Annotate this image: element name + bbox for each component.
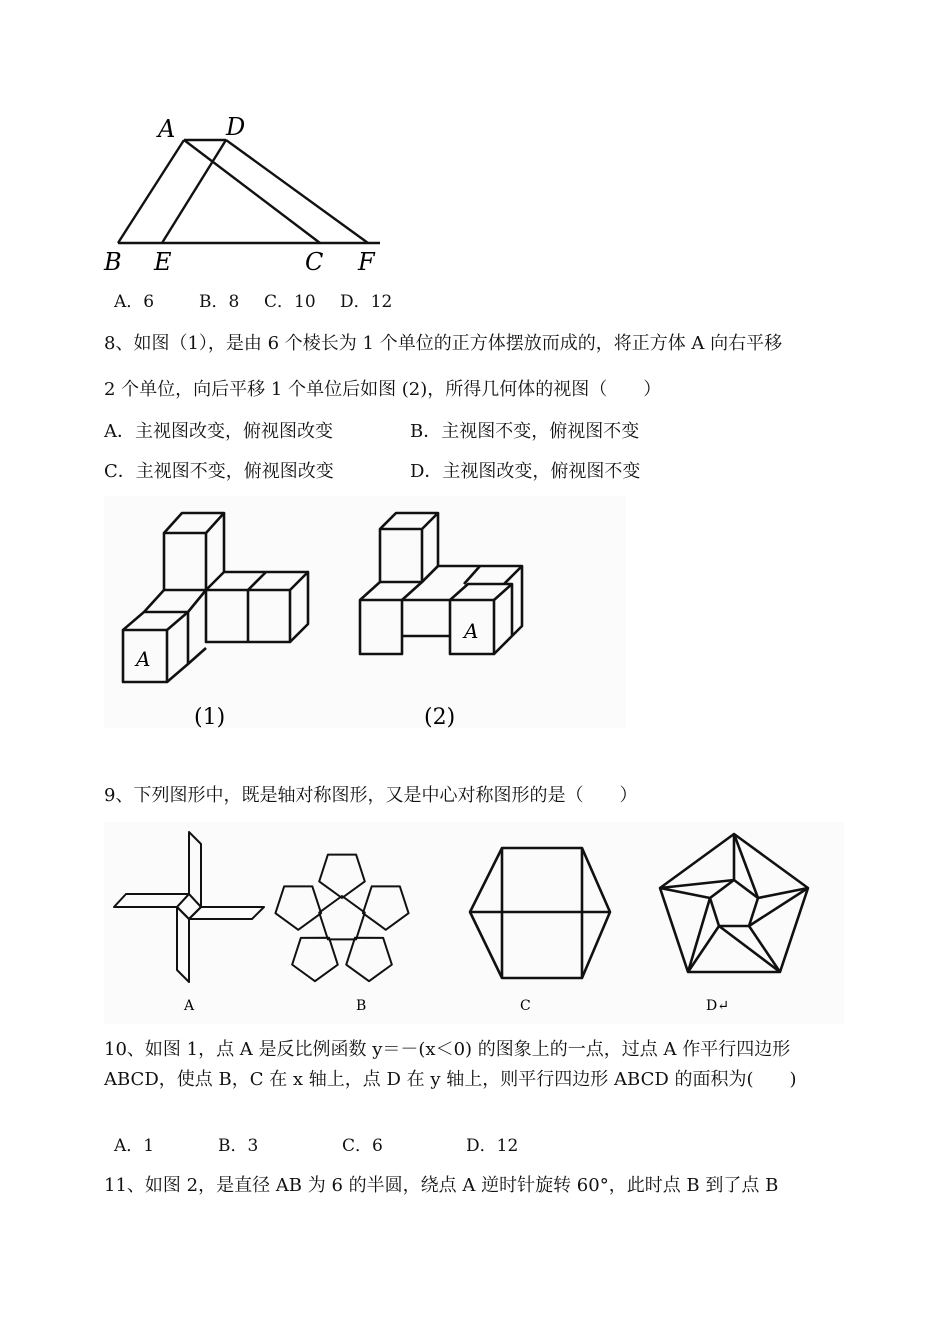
q9-shape-c xyxy=(470,848,610,978)
q10-option-b: B．3 xyxy=(218,1136,259,1156)
q7-label-a: A xyxy=(158,115,176,143)
q7-label-b: B xyxy=(104,248,122,276)
q8-question-line2: 2 个单位，向后平移 1 个单位后如图 (2)，所得几何体的视图（ ） xyxy=(104,379,662,400)
q8-options-row2 xyxy=(104,460,640,484)
q9-shape-figures xyxy=(104,822,844,1024)
q9-shape-d xyxy=(660,834,808,972)
q7-option-a: A．6 xyxy=(114,292,155,312)
q9-question-line1: 9、下列图形中，既是轴对称图形，又是中心对称图形的是（ ） xyxy=(104,785,638,806)
q8-caption-2: (2) xyxy=(424,705,456,728)
q9-shape-b xyxy=(273,855,411,987)
q9-caption-d: D↵ xyxy=(706,998,729,1014)
q10-question-line2: ABCD，使点 B，C 在 x 轴上，点 D 在 y 轴上，则平行四边形 ABCD 的面积为( ) xyxy=(104,1069,797,1090)
q8-cube-label-2: A xyxy=(464,619,479,643)
q10-option-a: A．1 xyxy=(114,1136,155,1156)
q8-cube-label-1: A xyxy=(136,647,151,671)
q7-option-c: C．10 xyxy=(264,292,316,312)
q8-cube-figures xyxy=(104,496,626,728)
q8-caption-1: (1) xyxy=(194,705,226,728)
q9-caption-b: B xyxy=(356,998,367,1014)
q10-option-c: C．6 xyxy=(342,1136,383,1156)
q8-option-c: C．主视图不变，俯视图改变 xyxy=(104,461,334,482)
q9-shape-a xyxy=(114,832,264,982)
q7-options xyxy=(114,290,392,314)
q8-option-b: B．主视图不变，俯视图不变 xyxy=(410,421,640,442)
q8-option-d: D．主视图改变，俯视图不变 xyxy=(410,461,641,482)
q7-label-d: D xyxy=(226,113,246,141)
q10-options xyxy=(114,1134,518,1158)
q7-option-d: D．12 xyxy=(340,292,393,312)
q8-question-line1: 8、如图（1），是由 6 个棱长为 1 个单位的正方体摆放而成的，将正方体 A 向右平移 xyxy=(104,333,783,354)
q10-option-d: D．12 xyxy=(466,1136,519,1156)
q8-option-a: A．主视图改变，俯视图改变 xyxy=(104,421,333,442)
q11-question-line1: 11、如图 2，是直径 AB 为 6 的半圆，绕点 A 逆时针旋转 60°，此时点 B 到了点 B xyxy=(104,1175,779,1196)
q9-caption-c: C xyxy=(520,998,531,1014)
q7-option-b: B．8 xyxy=(199,292,240,312)
q7-label-f: F xyxy=(358,248,375,276)
q7-label-c: C xyxy=(305,248,324,276)
q9-caption-a: A xyxy=(184,998,195,1014)
q10-question-line1: 10、如图 1，点 A 是反比例函数 y＝－(x＜0) 的图象上的一点，过点 A 作平行四边形 xyxy=(104,1039,791,1060)
q8-options-row1 xyxy=(104,420,639,444)
q7-figure xyxy=(100,110,400,280)
q7-label-e: E xyxy=(154,248,172,276)
